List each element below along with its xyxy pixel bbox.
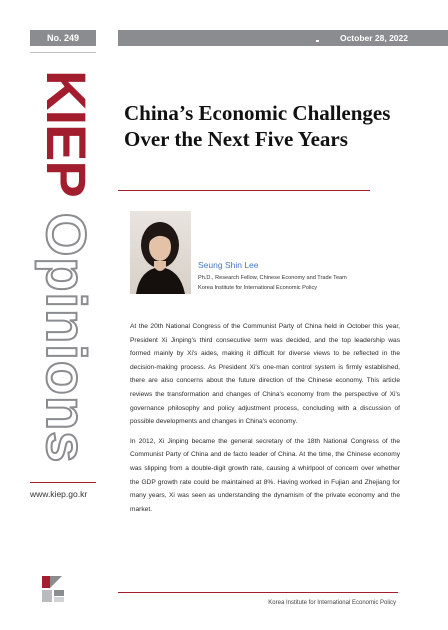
brand-opinions: Opinions [35, 212, 98, 464]
title-divider [118, 190, 370, 191]
body-paragraph: In 2012, Xi Jinping became the general secretary of the 18th National Congress of the Communist Party of China and de facto leader of China. At the time, the Chinese economy was slipping from a double-digit growth rate, causing a whirlpool of concern over whether the GDP growth rate could be maintained at 8%. Having worked in Fujian and Zhejiang for many years, Xi was seen as understanding the dynamism of the private economy and the market. [130, 437, 400, 513]
footer-divider [118, 592, 398, 593]
title-line-1: China’s Economic Challenges [124, 101, 391, 125]
article-body [130, 320, 400, 522]
sidebar-bottom-divider [30, 482, 96, 483]
sidebar-top-divider [30, 52, 96, 53]
author-organization: Korea Institute for International Economic Policy [198, 285, 318, 291]
author-role: Ph.D., Research Fellow, Chinese Economy and Trade Team [198, 275, 347, 281]
footer-organization: Korea Institute for International Economic Policy [268, 600, 396, 606]
body-paragraph: At the 20th National Congress of the Communist Party of China held in October this year, President Xi Jinping's third consecutive term was decided, and the top leadership was formed mainly by Xi's aides, making it difficult for diverse views to be reflected in the decision-making process. As President Xi's one-man control system is firmly established, there are also concerns about the future direction of the Chinese economy. This article reviews the transformation and changes of China's economy from the perspective of Xi's governance philosophy and policy adjustment process, concluding with a discussion of possible developments and changes in China's economy. [130, 323, 400, 426]
brand-kiep: KIEP [35, 70, 98, 197]
issue-number-badge [30, 30, 96, 46]
website-link[interactable]: www.kiep.go.kr [30, 489, 88, 499]
article-title [124, 100, 424, 152]
title-line-2: Over the Next Five Years [124, 127, 348, 151]
date-bar-tick [316, 40, 319, 42]
author-portrait-icon [130, 211, 191, 294]
vertical-brand [35, 70, 98, 464]
publication-date: October 28, 2022 [339, 33, 408, 43]
date-bar [118, 30, 448, 46]
issue-number: No. 249 [46, 33, 79, 43]
author-photo [130, 211, 191, 294]
author-name: Seung Shin Lee [198, 260, 259, 270]
kiep-logo-icon [40, 574, 66, 604]
